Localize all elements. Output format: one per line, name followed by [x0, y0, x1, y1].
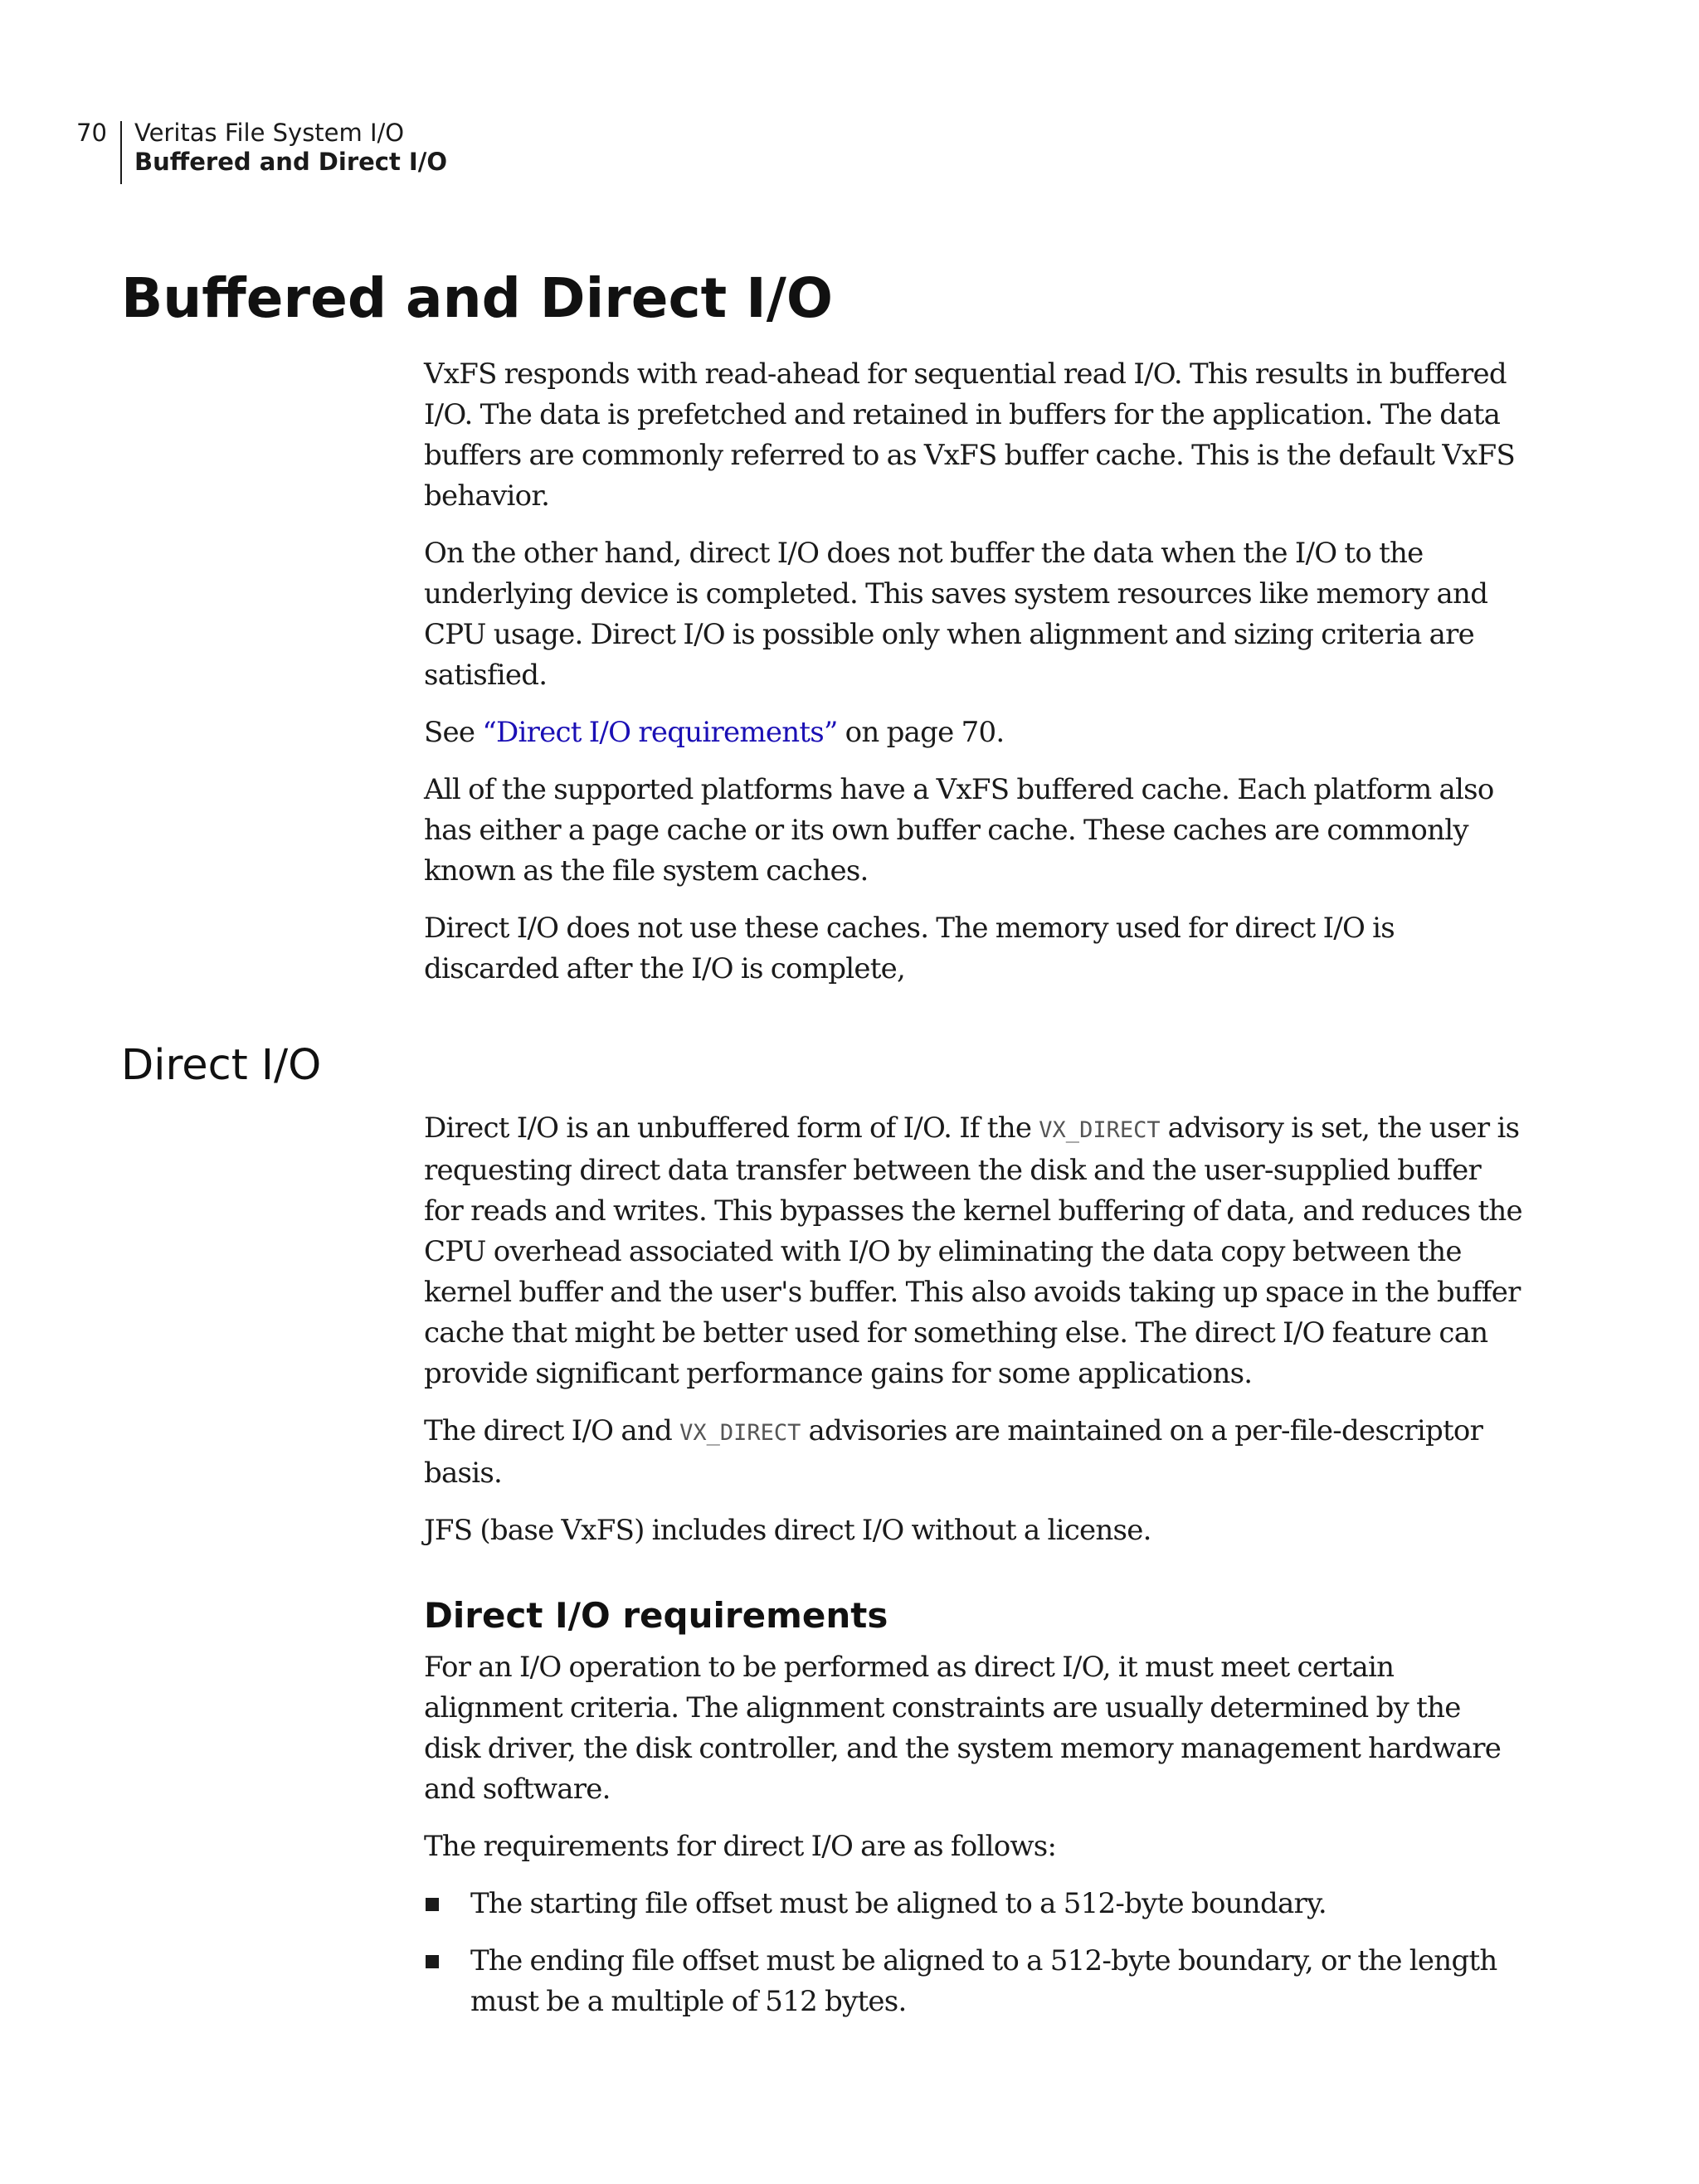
- list-item: [424, 1884, 1523, 1924]
- paragraph: VxFS responds with read-ahead for sequential read I/O. This results in buffered I/O. The data is prefetched and retained in buffers for the application. The data buffers are commonly referred to as VxFS buffer cache. This is the default VxFS behavior.: [424, 358, 1515, 513]
- section-heading-buffered-direct-io: Buffered and Direct I/O: [121, 266, 833, 330]
- paragraph: The requirements for direct I/O are as follows:: [424, 1830, 1057, 1863]
- paragraph: Direct I/O does not use these caches. The memory used for direct I/O is discarded after the I/O is complete,: [424, 912, 1395, 985]
- square-bullet-icon: [426, 1955, 439, 1968]
- subsection-heading-direct-io-requirements: Direct I/O requirements: [424, 1595, 888, 1636]
- list-item-text: The starting file offset must be aligned to a 512-byte boundary.: [470, 1887, 1327, 1920]
- see-reference: [424, 713, 1523, 753]
- section-heading-direct-io: Direct I/O: [121, 1041, 322, 1090]
- running-header-section: Buffered and Direct I/O: [134, 148, 447, 176]
- vx-direct-code: VX_DIRECT: [679, 1420, 801, 1446]
- paragraph: [424, 1411, 1523, 1494]
- header-divider: [120, 121, 122, 184]
- paragraph: For an I/O operation to be performed as direct I/O, it must meet certain alignment criteria. The alignment constraints are usually determined by the disk driver, the disk controller, and the system memory management hardware and software.: [424, 1651, 1502, 1806]
- square-bullet-icon: [426, 1898, 439, 1911]
- direct-section-body: [424, 1108, 1523, 2039]
- paragraph: All of the supported platforms have a VxFS buffered cache. Each platform also has either a page cache or its own buffer cache. These caches are commonly known as the file system caches.: [424, 773, 1494, 888]
- list-item-text: The ending file offset must be aligned to a 512-byte boundary, or the length must be a multiple of 512 bytes.: [470, 1944, 1497, 2018]
- text-run: advisories are maintained on a per-file-descriptor basis.: [424, 1414, 1483, 1490]
- paragraph: JFS (base VxFS) includes direct I/O without a license.: [424, 1514, 1151, 1547]
- vx-direct-code: VX_DIRECT: [1039, 1117, 1161, 1143]
- page-number: 70: [76, 119, 107, 147]
- see-suffix: on page 70.: [837, 716, 1005, 749]
- text-run: Direct I/O is an unbuffered form of I/O. If the: [424, 1111, 1039, 1145]
- direct-io-requirements-link[interactable]: “Direct I/O requirements”: [482, 716, 838, 749]
- see-prefix: See: [424, 716, 483, 749]
- list-item: [424, 1941, 1523, 2022]
- requirements-list: [424, 1884, 1523, 2022]
- paragraph: [424, 1108, 1523, 1394]
- buffered-section-body: [424, 354, 1523, 1006]
- text-run: advisory is set, the user is requesting direct data transfer between the disk and the user-supplied buffer for reads and writes. This bypasses the kernel buffering of data, and reduces the CPU overhead associated with I/O by eliminating the data copy between the kernel buffer and the user's buffer. This also avoids taking up space in the buffer cache that might be better used for something else. The direct I/O feature can provide significant performance gains for some applications.: [424, 1111, 1522, 1390]
- paragraph: On the other hand, direct I/O does not buffer the data when the I/O to the underlying device is completed. This saves system resources like memory and CPU usage. Direct I/O is possible only when alignment and sizing criteria are satisfied.: [424, 537, 1488, 692]
- text-run: The direct I/O and: [424, 1414, 680, 1447]
- running-header-chapter: Veritas File System I/O: [134, 119, 405, 147]
